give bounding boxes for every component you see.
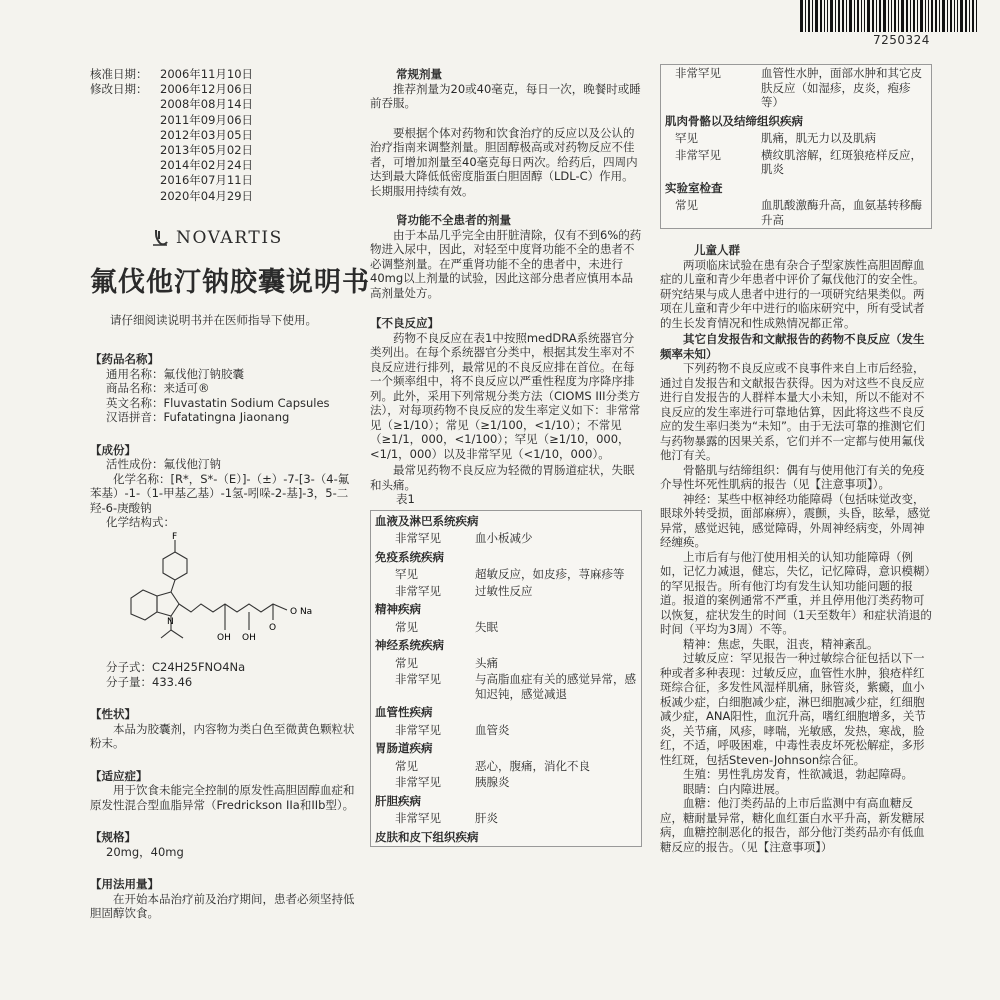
table-category: 血液及淋巴系统疾病 (375, 513, 479, 528)
barcode-bar (812, 0, 813, 32)
table-row (661, 197, 931, 228)
reaction-cell: 横纹肌溶解，红斑狼疮样反应，肌炎 (761, 147, 922, 176)
barcode-bar (857, 0, 859, 32)
barcode-bar (917, 0, 918, 32)
table-row (371, 530, 641, 547)
structure-label: 化学结构式： (106, 515, 175, 529)
barcode-bar (849, 0, 852, 32)
molecular-weight: 分子量：433.46 (106, 674, 193, 689)
revision-date: 2013年05月02日 (160, 142, 254, 157)
approval-date-label: 核准日期： (90, 67, 148, 81)
neuro-text: 神经：某些中枢神经功能障碍（包括味觉改变，眼球外转受损，面部麻痹），震颤，头昏，眩晕，感觉异常，感觉迟钝，感觉障碍，外周神经病变，外周神经缠痪。 (660, 491, 931, 549)
barcode-bar (854, 0, 855, 32)
barcode-bar (883, 0, 886, 32)
properties-text: 本品为胶囊剂，内容物为类白色至微黄色颗粒状粉末。 (90, 721, 355, 750)
barcode-bar (957, 0, 958, 32)
barcode-bar (965, 0, 967, 32)
eye-text: 眼睛：白内障进展。 (683, 781, 787, 796)
reaction-cell: 与高脂血症有关的感觉异常，感知迟钝，感觉减退 (475, 672, 636, 701)
usage-text: 在开始本品治疗前及治疗期间，患者必须坚持低胆固醇饮食。 (90, 891, 355, 920)
barcode-bar (913, 0, 915, 32)
reaction-cell: 肌痛，肌无力以及肌病 (761, 131, 876, 145)
table-row (371, 583, 641, 600)
barcode-bar (864, 0, 865, 32)
reaction-cell: 超敏反应，如皮疹，荨麻疹等 (475, 567, 625, 581)
table-category: 胃肠道疾病 (375, 741, 433, 755)
barcode-bar (894, 0, 896, 32)
renal-heading: 肾功能不全患者的剂量 (396, 213, 511, 227)
table-category: 血管性疾病 (375, 705, 433, 719)
novartis-logo (150, 228, 283, 248)
reaction-cell: 血管炎 (475, 722, 510, 737)
frequency-cell: 非常罕见 (395, 672, 441, 686)
section-heading: 【规格】 (90, 830, 136, 844)
barcode-bar (808, 0, 810, 32)
revision-date: 2014年02月24日 (160, 158, 254, 173)
dates-block (90, 67, 360, 204)
chemical-name: 化学名称：[R*，S*-（E）]-（±）-7-[3-（4-氟苯基）-1-（1-甲基乙基）-1氢-吲哚-2-基]-3，5-二羟-6-庚酸钠 (90, 471, 350, 515)
musculoskeletal-text: 骨骼肌与结缔组织：偶有与使用他汀有关的免疫介导性坏死性肌病的报告（见【注意事项】）。 (660, 462, 925, 491)
barcode-bar (935, 0, 937, 32)
reaction-cell: 头痛 (475, 655, 498, 670)
barcode (800, 0, 990, 32)
barcode-bar (969, 0, 970, 32)
barcode-bar (920, 0, 923, 32)
table-category: 肝胆疾病 (375, 793, 421, 808)
revision-date: 2016年07月11日 (160, 173, 254, 188)
nitrogen-label: N (167, 617, 174, 627)
barcode-bar (891, 0, 892, 32)
barcode-bar (830, 0, 833, 32)
barcode-bar (925, 0, 926, 32)
frequency-cell: 常见 (675, 198, 698, 212)
english-name: 英文名称：Fluvastatin Sodium Capsules (106, 395, 330, 410)
section-heading: 【药品名称】 (90, 352, 159, 366)
barcode-bar (827, 0, 828, 32)
active-ingredient: 活性成份：氟伐他汀钠 (106, 457, 221, 471)
hypersensitivity-text: 过敏反应：罕见报告一种过敏综合征包括以下一种或者多种表现：过敏反应，血管性水肿，狼疮样红斑综合征，多发性风湿样肌痛，脉管炎，紫癜，血小板减少症，白细胞减少症，淋巴细胞减少症，红细胞减少症，ANA阳性，血沉升高，嗜红细胞增多，关节炎，关节痛，风疹，哮喘，光敏感，发热，寒战，脸红，不适，呼吸困难，中毒性表皮坏死松解症，多形性红斑，包括Steven-Johnson综合征。 (660, 651, 926, 767)
column-1 (90, 344, 360, 530)
barcode-bar (879, 0, 881, 32)
trade-name: 商品名称：来适可® (106, 381, 210, 395)
barcode-bar (876, 0, 877, 32)
table-row (371, 566, 641, 583)
table-row (371, 722, 641, 739)
table-row (661, 65, 931, 111)
frequency-cell: 非常罕见 (395, 583, 441, 598)
children-text: 两项临床试验在患有杂合子型家族性高胆固醇血症的儿童和青少年患者中评价了氟伐他汀的安全性。研究结果与成人患者中进行的一项研究结果类似。两项在儿童和青少年中进行的临床研究中，所有受试者的生长发育情况和性成熟情况都正常。 (660, 257, 925, 330)
barcode-bar (800, 0, 803, 32)
children-heading: 儿童人群 (694, 243, 740, 257)
intro-note: 请仔细阅读说明书并在医师指导下使用。 (110, 313, 317, 327)
frequency-cell: 罕见 (675, 131, 698, 145)
barcode-bar (867, 0, 870, 32)
barcode-bar (972, 0, 974, 32)
barcode-bar (939, 0, 940, 32)
frequency-cell: 罕见 (395, 567, 418, 581)
other-reports-heading: 其它自发报告和文献报告的药物不良反应（发生频率未知） (660, 332, 925, 361)
barcode-bar (901, 0, 904, 32)
frequency-cell: 非常罕见 (395, 775, 441, 789)
table-category: 免疫系统疾病 (375, 549, 444, 564)
reaction-cell: 血管性水肿，面部水肿和其它皮肤反应（如湿疹，皮炎，疱疹等） (761, 66, 922, 109)
logo-text: NOVARTIS (176, 227, 283, 248)
approval-date: 2006年11月10日 (160, 67, 254, 81)
barcode-bar (838, 0, 840, 32)
barcode-bar (888, 0, 889, 32)
frequency-cell: 非常罕见 (395, 531, 441, 545)
reaction-cell: 恶心，腹痛，消化不良 (475, 758, 590, 773)
chemical-structure (105, 532, 355, 657)
barcode-bar (872, 0, 874, 32)
table-row (371, 774, 641, 791)
table-category: 肌肉骨骼以及结缔组织疾病 (665, 113, 803, 128)
glucose-text: 血糖：他汀类药品的上市后监测中有高血糖反应，糖耐量异常，糖化血红蛋白水平升高，新发糖尿病，血糖控制恶化的报告，部分他汀类药品亦有低血糖反应的报告。（见【注意事项】） (660, 796, 925, 854)
barcode-bar (835, 0, 836, 32)
barcode-bar (954, 0, 955, 32)
sodium-salt-label: O Na (290, 607, 313, 617)
barcode-bar (947, 0, 948, 32)
barcode-bar (861, 0, 862, 32)
table-label: 表1 (396, 492, 415, 506)
barcode-bar (910, 0, 911, 32)
reaction-cell: 胰腺炎 (475, 775, 510, 789)
section-heading: 【适应症】 (90, 768, 148, 783)
barcode-number: 7250324 (873, 33, 930, 47)
column-1-lower (90, 660, 360, 921)
section-heading: 【用法用量】 (90, 877, 159, 891)
revision-date: 2020年04月29日 (160, 188, 254, 203)
adverse-intro: 药物不良反应在表1中按照medDRA系统器官分类列出。在每个系统器官分类中，根据其发生率对不良反应进行排列，最常见的不良反应排在首位。在每一个频率组中，将不良反应以严重性程度为序降序排列。此外，采用下列常规分类方法（CIOMS III分类方法），对每项药物不良反应的发生率定义如下：非常常见（≥1/10）；常见（≥1/100，<1/10）；不常见（≥1/1，000，<1/100）；罕见（≥1/10，000，<1/1，000）以及非常罕见（<1/10，000）。 (370, 330, 641, 461)
barcode-bar (820, 0, 822, 32)
table-row (371, 810, 641, 827)
table-category: 实验室检查 (665, 180, 723, 195)
oxygen-label: O (269, 623, 277, 633)
frequency-cell: 常见 (395, 619, 418, 634)
barcode-bar (846, 0, 847, 32)
psych-text: 精神：焦虑，失眠，沮丧，精神紊乱。 (683, 636, 879, 651)
table-row (661, 130, 931, 147)
reaction-cell: 过敏性反应 (475, 583, 533, 598)
adverse-table (370, 510, 642, 848)
section-heading: 【不良反应】 (370, 316, 439, 330)
molecular-formula: 分子式：C24H25FNO4Na (106, 660, 246, 674)
hydroxyl-label: OH (242, 633, 256, 643)
frequency-cell: 非常罕见 (395, 811, 441, 825)
barcode-bar (898, 0, 899, 32)
barcode-bar (805, 0, 806, 32)
hydroxyl-label: OH (217, 633, 231, 643)
barcode-bar (960, 0, 963, 32)
renal-text: 由于本品几乎完全由肝脏清除，仅有不到6%的药物进入尿中，因此，对轻至中度肾功能不全的患者不必调整剂量。在严重肾功能不全的患者中，未进行40mg以上剂量的试验，因此这部分患者应慎用本品高剂量处方。 (370, 227, 642, 300)
revision-date: 2011年09月06日 (160, 112, 254, 127)
reaction-cell: 失眠 (475, 619, 498, 634)
table-row (661, 147, 931, 178)
section-heading: 【性状】 (90, 707, 136, 721)
specs-text: 20mg，40mg (106, 844, 184, 859)
page-title: 氟伐他汀钠胶囊说明书 (90, 267, 370, 298)
reaction-cell: 血小板减少 (475, 531, 533, 545)
novartis-flame-icon (150, 228, 170, 248)
fluorine-label: F (172, 532, 178, 542)
indications-text: 用于饮食未能完全控制的原发性高胆固醇血症和原发性混合型血脂异常（Fredrickson IIa和IIb型）。 (90, 783, 355, 812)
adverse-table-continued (660, 64, 932, 229)
revision-date: 2008年08月14日 (160, 97, 254, 112)
frequency-cell: 非常罕见 (675, 66, 721, 80)
frequency-cell: 非常罕见 (395, 722, 441, 737)
adverse-common: 最常见药物不良反应为轻微的胃肠道症状，失眠和头痛。 (370, 463, 635, 492)
barcode-bar (976, 0, 977, 32)
other-reports-text: 下列药物不良反应或不良事件来自上市后经验，通过自发报告和文献报告获得。因为对这些不良反应进行自发报告的人群样本量大小未知，所以不能对不良反应的发生率进行可靠地估算，因此将这些不良反应的发生率归类为“未知”。由于无法可靠的推测它们与药物暴露的因果关系，它们并不一定都与使用氟伐他汀有关。 (660, 361, 925, 462)
table-category: 皮肤和皮下组织疾病 (375, 829, 479, 844)
barcode-bar (906, 0, 908, 32)
table-category: 神经系统疾病 (375, 638, 444, 652)
table-category: 精神疾病 (375, 602, 421, 616)
reproductive-text: 生殖：男性乳房发育，性欲减退，勃起障碍。 (683, 767, 913, 781)
dosage-adjust-text: 要根据个体对药物和饮食治疗的反应以及公认的治疗指南来调整剂量。胆固醇极高或对药物反应不佳者，可增加剂量至40毫克每日两次。给药后，四周内达到最大降低低密度脂蛋白胆固醇（LDL-C）作用。长期服用持续有效。 (370, 125, 638, 198)
frequency-cell: 非常罕见 (675, 147, 721, 162)
barcode-bar (842, 0, 844, 32)
column-3 (660, 64, 932, 854)
section-heading: 【成份】 (90, 442, 136, 457)
revision-date: 2006年12月06日 (160, 82, 254, 97)
barcode-bar (931, 0, 933, 32)
table-row (371, 671, 641, 702)
molecule-diagram (105, 532, 355, 657)
pinyin-name: 汉语拼音：Fufatatingna Jiaonang (106, 410, 290, 424)
reaction-cell: 血肌酸激酶升高，血氨基转移酶升高 (761, 198, 922, 227)
generic-name: 通用名称：氟伐他汀钠胶囊 (106, 366, 244, 381)
reaction-cell: 肝炎 (475, 811, 498, 825)
revision-date-label: 修改日期： (90, 82, 148, 97)
barcode-bar (942, 0, 945, 32)
cognitive-text: 上市后有与他汀使用相关的认知功能障碍（例如，记忆力减退，健忘，失忆，记忆障碍，意识模糊）的罕见报告。所有他汀均有发生认知功能问题的报道。报道的案例通常不严重，并且停用他汀类药物可以恢复，症状发生的时间（1天至数年）和症状消退的时间（平均为3周）不等。 (660, 549, 932, 636)
frequency-cell: 常见 (395, 655, 418, 670)
barcode-bar (928, 0, 929, 32)
dosage-text: 推荐剂量为20或40毫克，每日一次，晚餐时或睡前吞服。 (370, 81, 641, 110)
barcode-bar (824, 0, 825, 32)
table-row (371, 758, 641, 775)
barcode-bar (815, 0, 818, 32)
barcode-bar (950, 0, 952, 32)
dosage-heading: 常规剂量 (396, 67, 442, 81)
table-row (371, 655, 641, 672)
frequency-cell: 常见 (395, 758, 418, 773)
column-2 (370, 67, 642, 847)
revision-date: 2012年03月05日 (160, 127, 254, 142)
table-row (371, 619, 641, 636)
